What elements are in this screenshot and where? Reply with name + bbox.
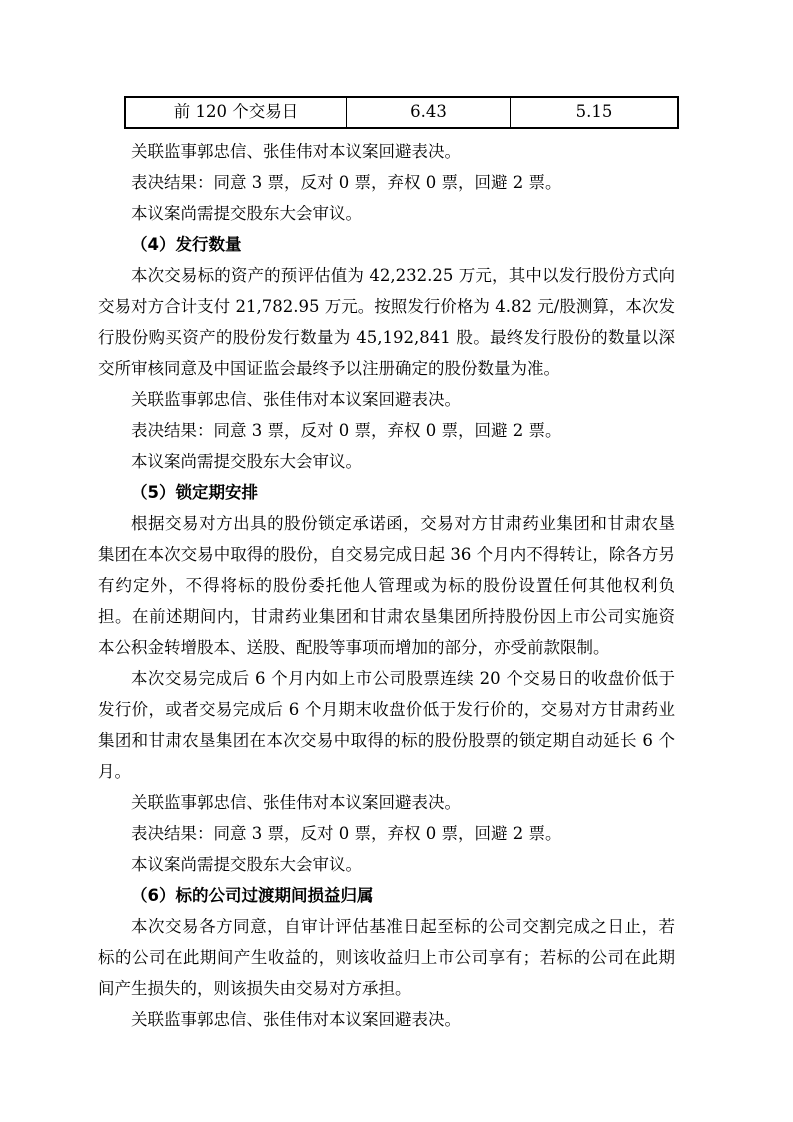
agm-submission-statement: 本议案尚需提交股东大会审议。 <box>131 855 362 874</box>
table-cell-value-2: 5.15 <box>511 97 679 128</box>
table-cell-value-1: 6.43 <box>347 97 511 128</box>
agm-submission-statement: 本议案尚需提交股东大会审议。 <box>131 204 362 223</box>
table-row <box>125 97 678 128</box>
document-text <box>98 136 675 1035</box>
recusal-statement: 关联监事郭忠信、张佳伟对本议案回避表决。 <box>131 793 461 812</box>
vote-result-statement: 表决结果：同意 3 票，反对 0 票，弃权 0 票，回避 2 票。 <box>131 173 562 192</box>
agm-submission-statement: 本议案尚需提交股东大会审议。 <box>131 452 362 471</box>
section-4-paragraph: 本次交易标的资产的预评估值为 42,232.25 万元，其中以发行股份方式向交易对方合计支付 21,782.95 万元。按照发行价格为 4.82 元/股测算，本次发行股份购买资产的股份发行数量为 45,192,841 股。最终发行股份的数量以深交所审核同意及中国证监会最终予以注册确定的股份数量为准。 <box>98 266 675 378</box>
recusal-statement: 关联监事郭忠信、张佳伟对本议案回避表决。 <box>131 390 461 409</box>
section-4-heading: （4）发行数量 <box>131 235 242 254</box>
section-5-paragraph-2: 本次交易完成后 6 个月内如上市公司股票连续 20 个交易日的收盘价低于发行价，或者交易完成后 6 个月期末收盘价低于发行价的，交易对方甘肃药业集团和甘肃农垦集团在本次交易中取得的标的股份股票的锁定期自动延长 6 个月。 <box>98 669 675 781</box>
document-body <box>98 96 675 1035</box>
vote-result-statement: 表决结果：同意 3 票，反对 0 票，弃权 0 票，回避 2 票。 <box>131 421 562 440</box>
recusal-statement: 关联监事郭忠信、张佳伟对本议案回避表决。 <box>131 142 461 161</box>
section-5-heading: （5）锁定期安排 <box>131 483 258 502</box>
section-6-paragraph: 本次交易各方同意，自审计评估基准日起至标的公司交割完成之日止，若标的公司在此期间产生收益的，则该收益归上市公司享有；若标的公司在此期间产生损失的，则该损失由交易对方承担。 <box>98 917 675 998</box>
section-6-heading: （6）标的公司过渡期间损益归属 <box>131 886 374 905</box>
trading-day-price-table <box>124 96 679 129</box>
vote-result-statement: 表决结果：同意 3 票，反对 0 票，弃权 0 票，回避 2 票。 <box>131 824 562 843</box>
recusal-statement: 关联监事郭忠信、张佳伟对本议案回避表决。 <box>131 1010 461 1029</box>
table-cell-period: 前 120 个交易日 <box>125 97 347 128</box>
section-5-paragraph-1: 根据交易对方出具的股份锁定承诺函，交易对方甘肃药业集团和甘肃农垦集团在本次交易中取得的股份，自交易完成日起 36 个月内不得转让，除各方另有约定外，不得将标的股份委托他人管理或为标的股份设置任何其他权利负担。在前述期间内，甘肃药业集团和甘肃农垦集团所持股份因上市公司实施资本公积金转增股本、送股、配股等事项而增加的部分，亦受前款限制。 <box>98 514 675 657</box>
